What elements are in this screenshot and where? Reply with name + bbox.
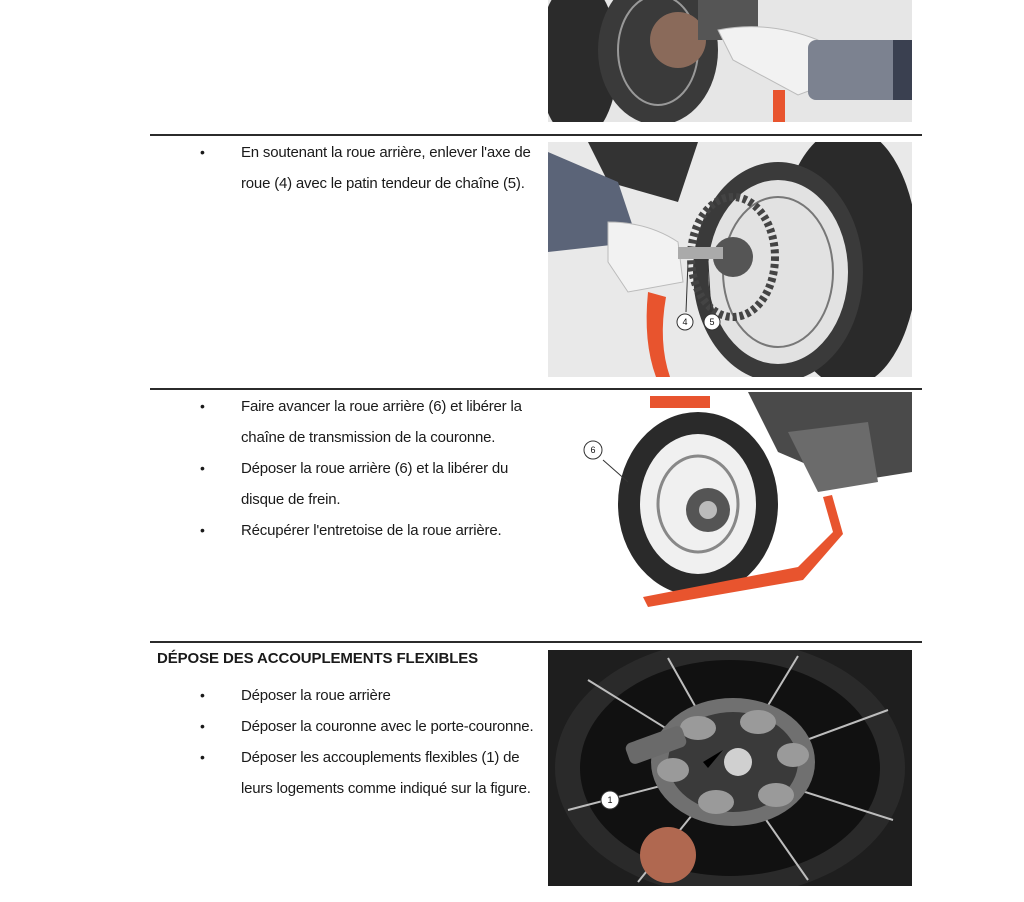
bullet: • (200, 687, 205, 703)
bullet: • (200, 718, 205, 734)
section-heading: DÉPOSE DES ACCOUPLEMENTS FLEXIBLES (157, 650, 479, 667)
list-item: • Déposer les accouplements flexibles (1) de leurs logements comme indiqué sur la figure. (150, 742, 542, 804)
list-item: • Déposer la couronne avec le porte-couronne. (150, 711, 542, 742)
photo-wheel-axle-removal (548, 142, 912, 377)
list-item: • Déposer la roue arrière (150, 680, 542, 711)
section-1-text (150, 137, 542, 199)
bullet: • (200, 749, 205, 765)
bullet: • (200, 144, 205, 160)
photo-flexible-couplings (548, 650, 912, 886)
list-item: • En soutenant la roue arrière, enlever l'axe de roue (4) avec le patin tendeur de chaîne (5). (150, 137, 542, 199)
callout-label: 4 (682, 317, 688, 327)
section-2-text (150, 391, 542, 546)
callout-label: 1 (607, 795, 613, 805)
bullet: • (200, 522, 205, 538)
bullet: • (200, 460, 205, 476)
photo-brake-caliper-removal (548, 0, 912, 122)
section-3-text (150, 680, 542, 804)
list-item: • Déposer la roue arrière (6) et la libérer du disque de frein. (150, 453, 542, 515)
list-item: • Faire avancer la roue arrière (6) et libérer la chaîne de transmission de la couronne. (150, 391, 542, 453)
section-divider (150, 641, 922, 643)
section-divider (150, 388, 922, 390)
callout-label: 6 (590, 445, 596, 455)
list-item: • Récupérer l'entretoise de la roue arrière. (150, 515, 542, 546)
bullet: • (200, 398, 205, 414)
callout-label: 5 (709, 317, 715, 327)
section-divider (150, 134, 922, 136)
photo-wheel-release (548, 392, 912, 624)
